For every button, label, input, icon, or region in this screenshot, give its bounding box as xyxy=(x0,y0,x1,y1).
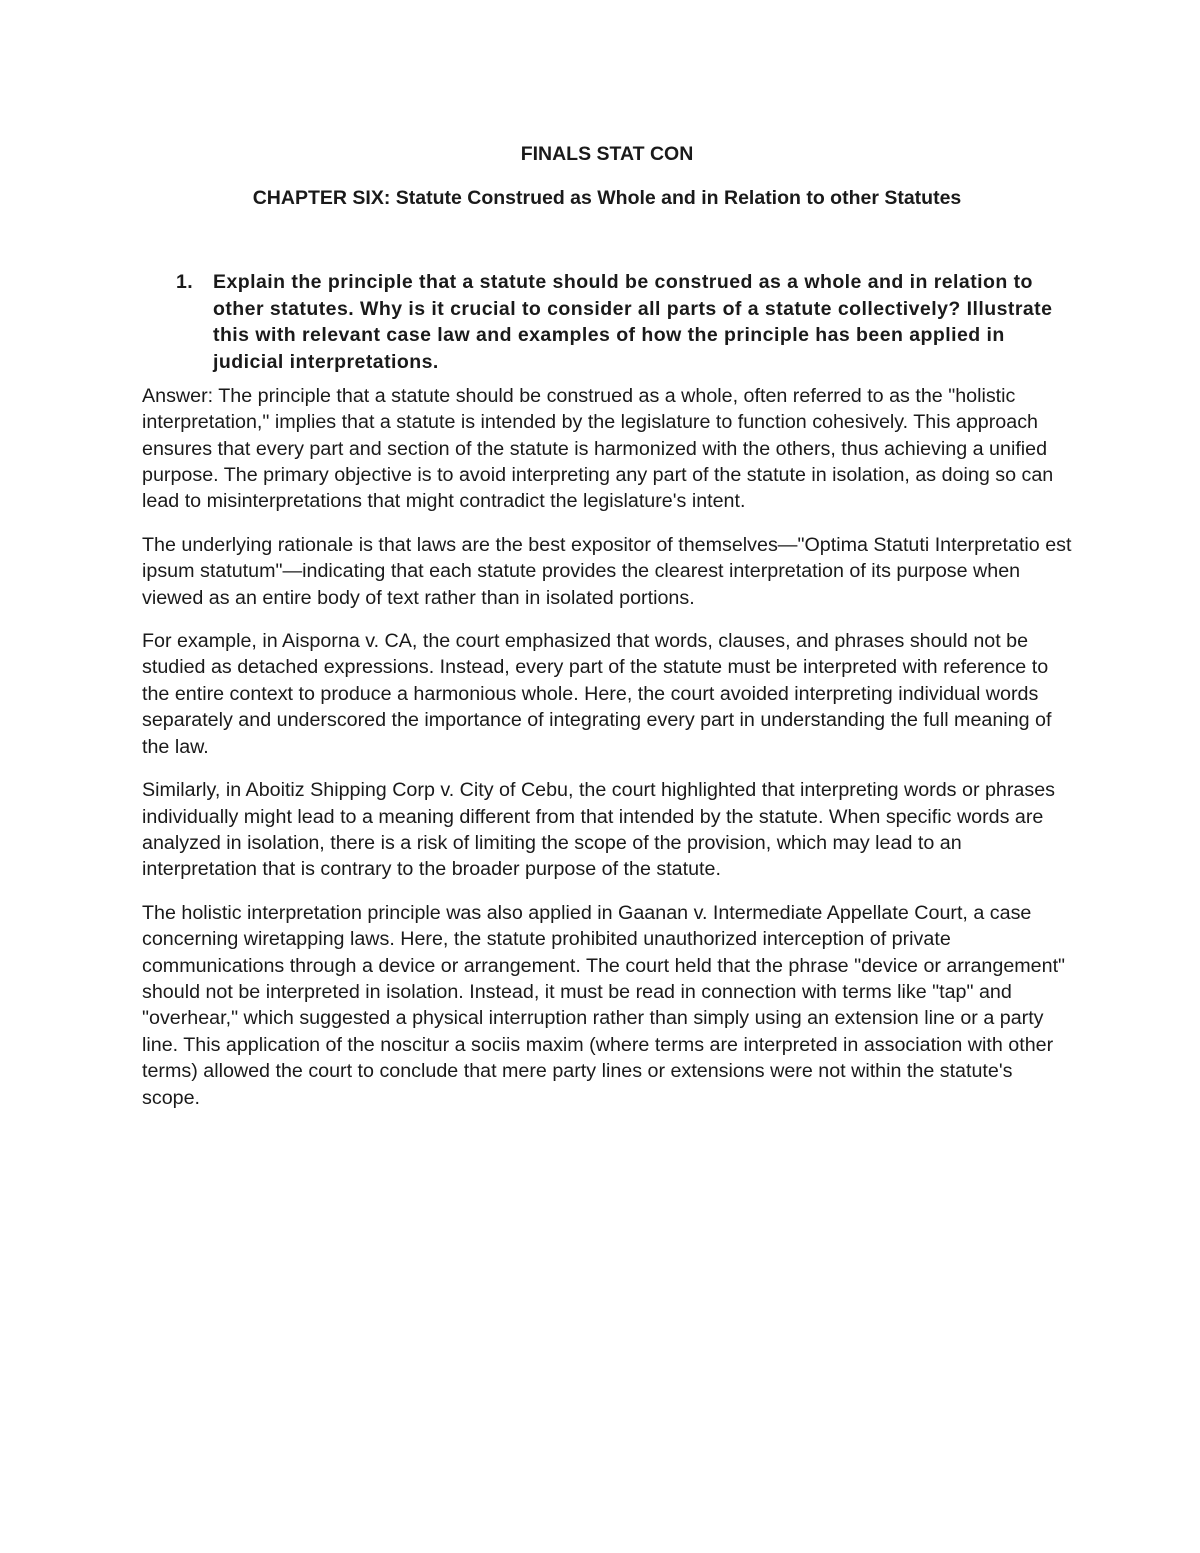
answer-body xyxy=(142,383,1072,1111)
question-text: Explain the principle that a statute should be construed as a whole and in relation to other statutes. Why is it crucial to consider all parts of a statute collectively? Illustrate this with relevant case law and examples of how the principle has been applied in judicial interpretations. xyxy=(213,271,1053,374)
question-number: 1. xyxy=(176,271,194,293)
rationale-paragraph: The underlying rationale is that laws are the best expositor of themselves—"Optima Statuti Interpretatio est ipsum statutum"—indicating that each statute provides the clearest interpretation of its purpose when viewed as an entire body of text rather than in isolated portions. xyxy=(142,533,1072,609)
document-page xyxy=(142,140,1072,1111)
gaanan-paragraph: The holistic interpretation principle was also applied in Gaanan v. Intermediate Appellate Court, a case concerning wiretapping laws. Here, the statute prohibited unauthorized interception of private communications through a device or arrangement. The court held that the phrase "device or arrangement" should not be interpreted in isolation. Instead, it must be read in connection with terms like "tap" and "overhear," which suggested a physical interruption rather than simply using an extension line or a party line. This application of the noscitur a sociis maxim (where terms are interpreted in association with other terms) allowed the court to conclude that mere party lines or extensions were not within the statute's scope. xyxy=(142,901,1066,1109)
aboitiz-paragraph: Similarly, in Aboitiz Shipping Corp v. City of Cebu, the court highlighted that interpreting words or phrases individually might lead to a meaning different from that intended by the statute. When specific words are analyzed in isolation, there is a risk of limiting the scope of the provision, which may lead to an interpretation that is contrary to the broader purpose of the statute. xyxy=(142,779,1056,881)
question-list xyxy=(142,269,1072,376)
chapter-title: CHAPTER SIX: Statute Construed as Whole and in Relation to other Statutes xyxy=(252,187,962,209)
document-title: FINALS STAT CON xyxy=(520,143,694,165)
answer-paragraph: Answer: The principle that a statute should be construed as a whole, often referred to as the "holistic interpretation," implies that a statute is intended by the legislature to function cohesively. This approach ensures that every part and section of the statute is harmonized with the others, thus achieving a unified purpose. The primary objective is to avoid interpreting any part of the statute in isolation, as doing so can lead to misinterpretations that might contradict the legislature's intent. xyxy=(142,384,1054,513)
question-item xyxy=(142,269,1072,376)
aisporna-paragraph: For example, in Aisporna v. CA, the court emphasized that words, clauses, and phrases should not be studied as detached expressions. Instead, every part of the statute must be interpreted with reference to the entire context to produce a harmonious whole. Here, the court avoided interpreting individual words separately and underscored the importance of integrating every part in understanding the full meaning of the law. xyxy=(142,630,1052,758)
